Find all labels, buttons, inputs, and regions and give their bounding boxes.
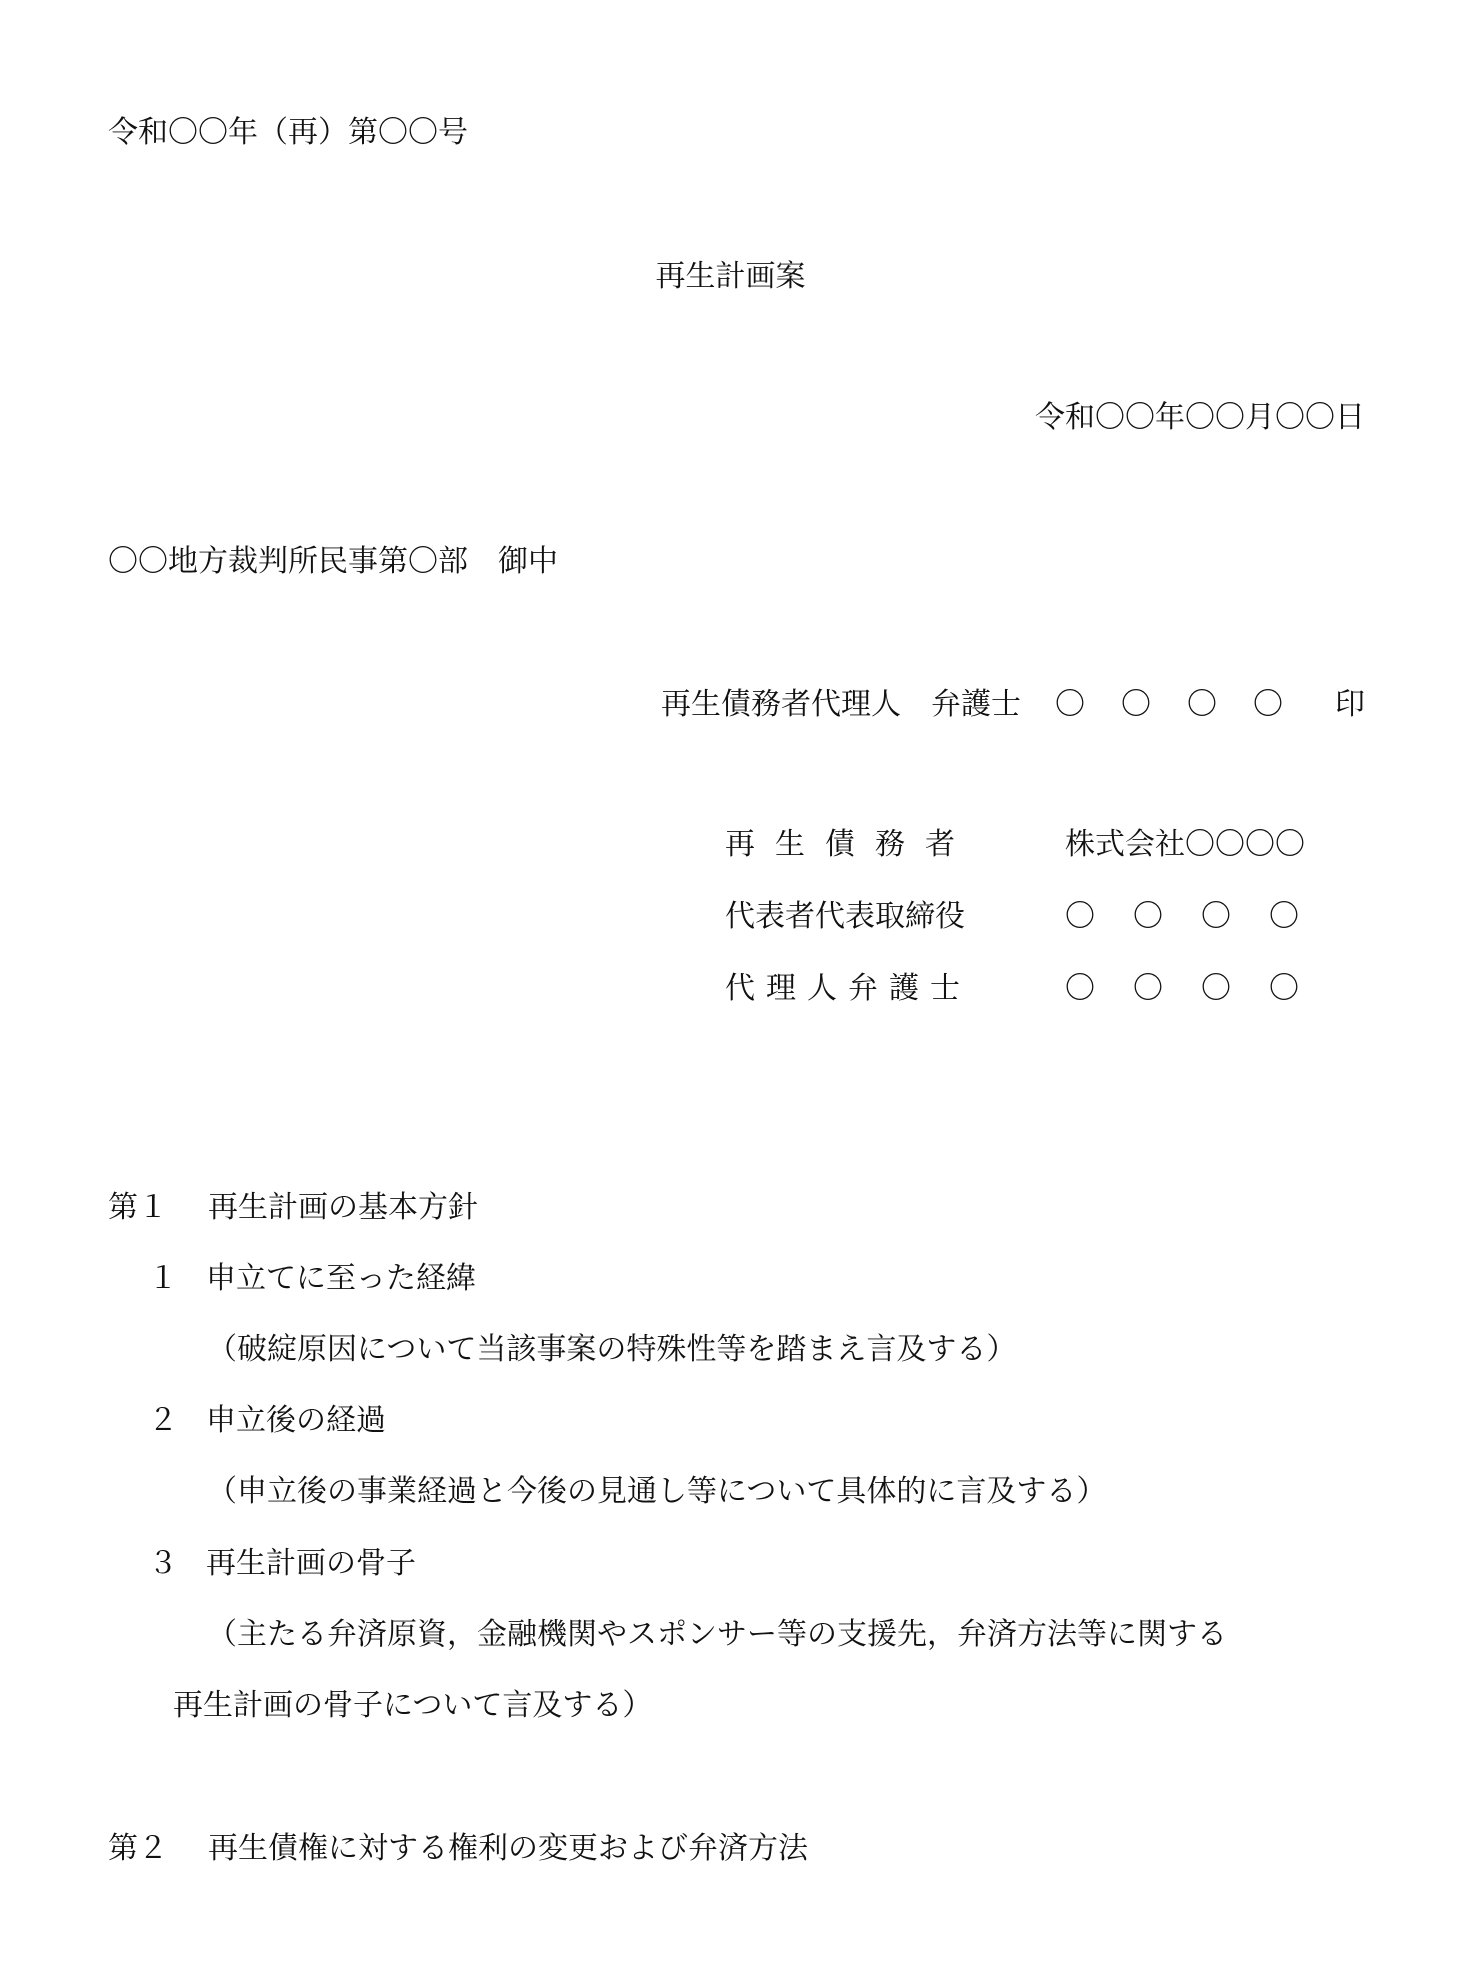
- section-number: 第２: [108, 1831, 168, 1866]
- item-description: （破綻原因について当該事案の特殊性等を踏まえ言及する）: [207, 1332, 1017, 1367]
- agent-signature-line: [661, 687, 1365, 722]
- item-number: ２: [148, 1403, 178, 1438]
- item-number: １: [148, 1261, 178, 1296]
- list-item: [148, 1403, 386, 1438]
- section-heading: [108, 1190, 478, 1225]
- case-number: 令和〇〇年（再）第〇〇号: [108, 115, 468, 150]
- section-number: 第１: [108, 1190, 168, 1225]
- document-date: 令和〇〇年〇〇月〇〇日: [1035, 400, 1365, 435]
- debtor-row: [725, 899, 1337, 974]
- debtor-row-value: 株式会社〇〇〇〇: [1065, 827, 1305, 862]
- section-heading: [108, 1831, 808, 1866]
- list-item: [148, 1261, 476, 1296]
- item-description: 再生計画の骨子について言及する）: [173, 1688, 653, 1723]
- debtor-row-value: 〇〇〇〇: [1065, 899, 1337, 934]
- court-addressee: 〇〇地方裁判所民事第〇部 御中: [108, 544, 558, 579]
- debtor-row-label: 代理人弁護士: [725, 971, 971, 1006]
- item-description: （申立後の事業経過と今後の見通し等について具体的に言及する）: [207, 1474, 1107, 1509]
- debtor-row-value: 〇〇〇〇: [1065, 971, 1337, 1006]
- list-item: [148, 1546, 416, 1581]
- debtor-row-label: 再生債務者: [725, 827, 975, 862]
- item-title: 再生計画の骨子: [206, 1546, 416, 1581]
- seal-mark: 印: [1335, 687, 1365, 722]
- section-title: 再生債権に対する権利の変更および弁済方法: [208, 1831, 808, 1866]
- item-number: ３: [148, 1546, 178, 1581]
- section-title: 再生計画の基本方針: [208, 1190, 478, 1225]
- item-title: 申立後の経過: [206, 1403, 386, 1438]
- debtor-row: [725, 827, 1337, 902]
- document-title: 再生計画案: [655, 259, 806, 294]
- agent-label: 再生債務者代理人 弁護士: [661, 687, 1021, 722]
- agent-name: 〇〇〇〇: [1055, 687, 1319, 722]
- debtor-row: [725, 971, 1337, 1046]
- debtor-row-label: 代表者代表取締役: [725, 899, 965, 934]
- item-description: （主たる弁済原資，金融機関やスポンサー等の支援先，弁済方法等に関する: [207, 1617, 1227, 1652]
- item-title: 申立てに至った経緯: [206, 1261, 476, 1296]
- debtor-block: [725, 827, 1337, 1046]
